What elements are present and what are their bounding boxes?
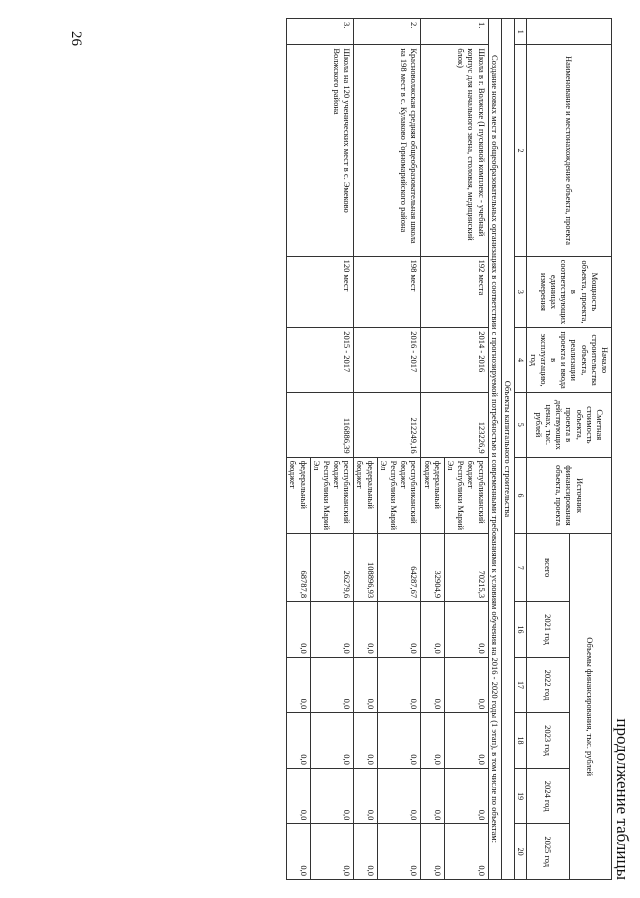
col-number: 1	[514, 19, 527, 45]
col-number: 4	[514, 328, 527, 393]
funding-2022: 0,0	[287, 657, 310, 713]
funding-2024: 0,0	[421, 768, 444, 824]
section-title: Объекты капитального строительства	[501, 19, 514, 880]
funding-2021: 0,0	[310, 602, 354, 658]
header-2023: 2023 год	[527, 713, 569, 769]
funding-2023: 0,0	[287, 713, 310, 769]
funding-2021: 0,0	[287, 602, 310, 658]
funding-source: республиканский бюджет Республики Марий Эл	[377, 457, 421, 534]
funding-2024: 0,0	[444, 768, 488, 824]
subsection-title: Создание новых мест в общеобразовательных организациях в соответствии с прогнозируемой потребностью и современными требованиями к условиям обучения на 2016 - 2020 годы (1 этап), в том числе по объектам:	[488, 19, 501, 880]
funding-2021: 0,0	[354, 602, 377, 658]
section-row	[501, 19, 514, 880]
header-num	[527, 19, 612, 45]
object-capacity: 192 места	[421, 256, 488, 328]
funding-2024: 0,0	[354, 768, 377, 824]
col-number: 18	[514, 713, 527, 769]
funding-2024: 0,0	[310, 768, 354, 824]
object-name: Красноволжская средняя общеобразовательная школа на 198 мест в с. Кулаково Горномарийского района	[354, 45, 421, 256]
object-years: 2015 - 2017	[287, 328, 354, 393]
col-number: 7	[514, 534, 527, 602]
table-row	[444, 19, 488, 880]
col-number: 5	[514, 392, 527, 457]
col-number: 19	[514, 768, 527, 824]
header-name: Наименование и местонахождение объекта, проекта	[527, 45, 612, 256]
column-numbers-row	[514, 19, 527, 880]
funding-2025: 0,0	[310, 824, 354, 880]
object-years: 2014 - 2016	[421, 328, 488, 393]
funding-2022: 0,0	[421, 657, 444, 713]
funding-2022: 0,0	[310, 657, 354, 713]
funding-2023: 0,0	[444, 713, 488, 769]
object-cost: 123226,9	[421, 392, 488, 457]
funding-2022: 0,0	[354, 657, 377, 713]
funding-source: республиканский бюджет Республики Марий Эл	[310, 457, 354, 534]
subsection-row	[488, 19, 501, 880]
table-row	[310, 19, 354, 880]
funding-2024: 0,0	[377, 768, 421, 824]
funding-source: федеральный бюджет	[421, 457, 444, 534]
funding-2023: 0,0	[310, 713, 354, 769]
col-number: 20	[514, 824, 527, 880]
funding-total: 68787,8	[287, 534, 310, 602]
page-number: 26	[68, 31, 84, 46]
header-row	[569, 19, 611, 880]
funding-total: 26279,6	[310, 534, 354, 602]
header-2021: 2021 год	[527, 602, 569, 658]
header-capacity: Мощность объекта, проекта, в соответствующих единицах измерения	[527, 256, 612, 328]
header-start: Начало строительства объекта, реализации проекта и ввода в эксплуатацию, год	[527, 328, 612, 393]
funding-2023: 0,0	[421, 713, 444, 769]
funding-2022: 0,0	[377, 657, 421, 713]
funding-2025: 0,0	[354, 824, 377, 880]
header-cost: Сметная стоимость объекта, проекта в действующих ценах, тыс. рублей	[527, 392, 612, 457]
table-row	[377, 19, 421, 880]
header-total: всего	[527, 534, 569, 602]
object-years: 2016 - 2017	[354, 328, 421, 393]
funding-2025: 0,0	[287, 824, 310, 880]
row-number: 2.	[354, 19, 421, 45]
funding-total: 32904,9	[421, 534, 444, 602]
funding-total: 108896,93	[354, 534, 377, 602]
object-name: Школа на 120 ученических мест в с. Эмеково Волжского района	[287, 45, 354, 256]
continuation-label: продолжение таблицы	[613, 718, 632, 880]
funding-2025: 0,0	[377, 824, 421, 880]
funding-source: федеральный бюджет	[354, 457, 377, 534]
header-2024: 2024 год	[527, 768, 569, 824]
col-number: 16	[514, 602, 527, 658]
col-number: 3	[514, 256, 527, 328]
col-number: 17	[514, 657, 527, 713]
funding-2023: 0,0	[354, 713, 377, 769]
funding-2025: 0,0	[444, 824, 488, 880]
object-name: Школа в г. Волжске (I пусковой комплекс - учебный корпус для начального звена, столовая, медицинский блок)	[421, 45, 488, 256]
funding-2021: 0,0	[377, 602, 421, 658]
funding-source: федеральный бюджет	[287, 457, 310, 534]
funding-total: 64287,67	[377, 534, 421, 602]
funding-2022: 0,0	[444, 657, 488, 713]
funding-2021: 0,0	[421, 602, 444, 658]
object-capacity: 198 мест	[354, 256, 421, 328]
object-cost: 212249,16	[354, 392, 421, 457]
funding-2023: 0,0	[377, 713, 421, 769]
col-number: 2	[514, 45, 527, 256]
header-source: Источник финансирования объекта, проекта	[527, 457, 612, 534]
row-number: 3.	[287, 19, 354, 45]
object-cost: 116886,39	[287, 392, 354, 457]
investment-table	[286, 18, 612, 880]
header-2022: 2022 год	[527, 657, 569, 713]
object-capacity: 120 мест	[287, 256, 354, 328]
funding-total: 70215,3	[444, 534, 488, 602]
col-number: 6	[514, 457, 527, 534]
row-number: 1.	[421, 19, 488, 45]
header-funding-group: Объемы финансирования, тыс. рублей	[569, 534, 611, 880]
funding-2025: 0,0	[421, 824, 444, 880]
funding-source: республиканский бюджет Республики Марий Эл	[444, 457, 488, 534]
funding-2024: 0,0	[287, 768, 310, 824]
header-2025: 2025 год	[527, 824, 569, 880]
funding-2021: 0,0	[444, 602, 488, 658]
